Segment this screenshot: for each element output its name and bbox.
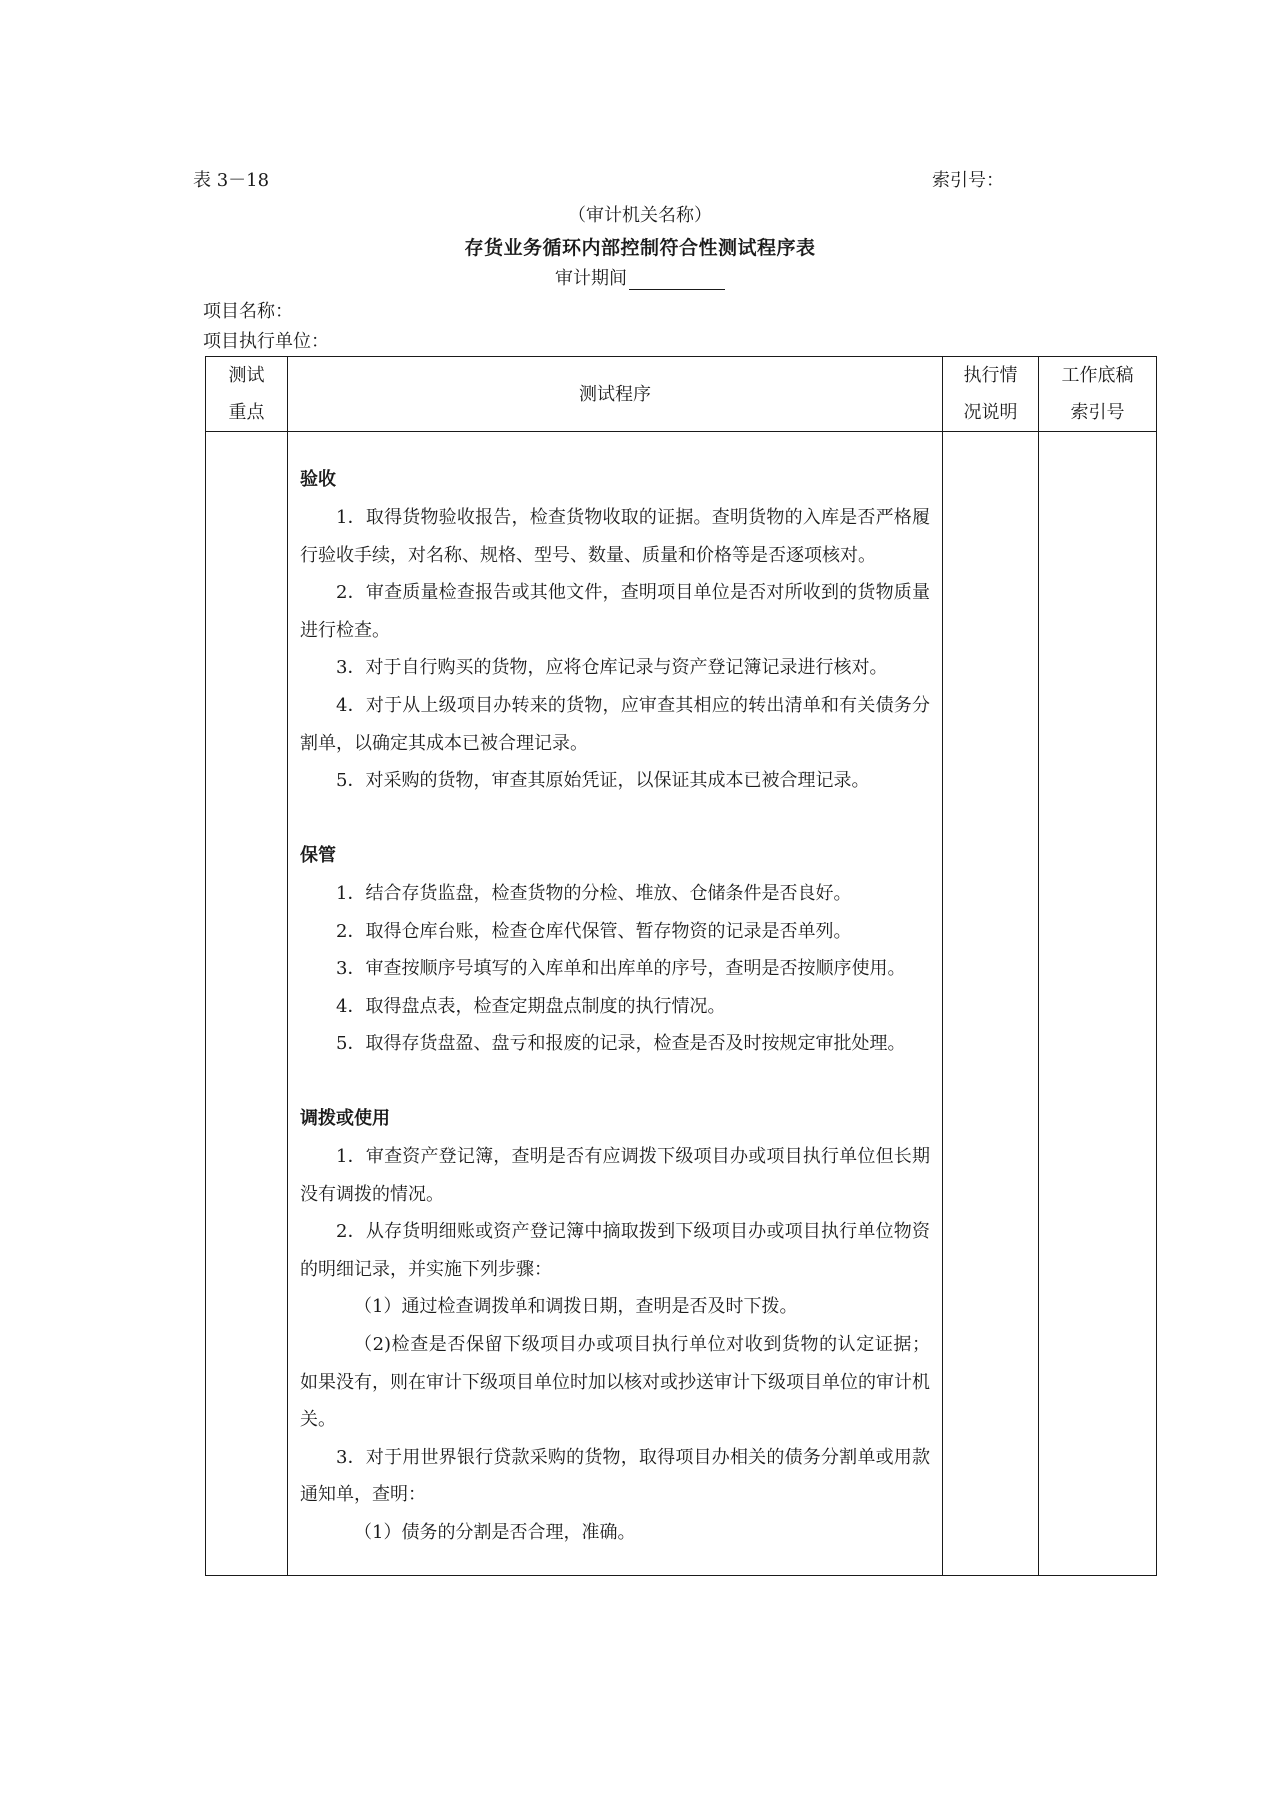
audit-period: [0, 264, 1280, 290]
header-execution-notes: [943, 357, 1039, 432]
procedure-item: 3．审查按顺序号填写的入库单和出库单的序号，查明是否按顺序使用。: [336, 958, 906, 980]
table-body-row: [206, 432, 1157, 1576]
header-workpaper-ref-line1: 工作底稿: [1061, 365, 1134, 386]
header-execution-notes-line2: 况说明: [963, 402, 1018, 423]
section-title-transfer-use: 调拨或使用: [300, 1108, 390, 1130]
procedure-item: 4．对于从上级项目办转来的货物，应审查其相应的转出清单和有关债务分割单，以确定其成本已被合理记录。: [300, 694, 930, 754]
project-unit-label: 项目执行单位：: [203, 331, 329, 352]
procedure-subitem: （1）债务的分割是否合理，准确。: [354, 1522, 636, 1544]
table-header-row: [206, 357, 1157, 432]
project-name-label: 项目名称：: [203, 301, 293, 322]
procedure-item: 5．取得存货盘盈、盘亏和报废的记录，检查是否及时按规定审批处理。: [336, 1033, 906, 1055]
procedure-item: 1．审查资产登记簿，查明是否有应调拨下级项目办或项目执行单位但长期没有调拨的情况。: [300, 1146, 930, 1205]
header-workpaper-ref: [1039, 357, 1157, 432]
procedure-item: 2．取得仓库台账，检查仓库代保管、暂存物资的记录是否单列。: [336, 920, 852, 942]
section-title-acceptance: 验收: [300, 469, 336, 491]
document-title: 存货业务循环内部控制符合性测试程序表: [464, 237, 816, 259]
header-execution-notes-line1: 执行情: [963, 365, 1018, 386]
header-workpaper-ref-line2: 索引号: [1070, 402, 1125, 423]
header-test-focus-line1: 测试: [228, 365, 265, 386]
procedure-item: 2．审查质量检查报告或其他文件，查明项目单位是否对所收到的货物质量进行检查。: [300, 582, 930, 641]
procedure-item: 3．对于自行购买的货物，应将仓库记录与资产登记簿记录进行核对。: [336, 657, 888, 679]
workpaper-ref-cell: [1039, 432, 1157, 1576]
audit-period-label: 审计期间: [555, 268, 627, 289]
procedure-item: 4．取得盘点表，检查定期盘点制度的执行情况。: [336, 995, 726, 1017]
procedure-item: 2．从存货明细账或资产登记簿中摘取拨到下级项目办或项目执行单位物资的明细记录，并实施下列步骤：: [300, 1221, 930, 1280]
test-focus-cell: [206, 432, 288, 1576]
procedure-item: 5．对采购的货物，审查其原始凭证，以保证其成本已被合理记录。: [336, 770, 870, 792]
execution-notes-cell: [943, 432, 1039, 1576]
procedure-item: 1．取得货物验收报告，检查货物收取的证据。查明货物的入库是否严格履行验收手续，对名称、规格、型号、数量、质量和价格等是否逐项核对。: [300, 506, 930, 566]
header-test-procedure: 测试程序: [288, 357, 943, 432]
section-title-custody: 保管: [300, 845, 336, 867]
audit-agency-name: （审计机关名称）: [568, 205, 712, 226]
audit-period-blank-line: [629, 271, 725, 290]
test-procedure-cell: [288, 432, 943, 1576]
test-procedure-table: [205, 356, 1157, 1576]
procedure-item: 3．对于用世界银行贷款采购的货物，取得项目办相关的债务分割单或用款通知单，查明：: [300, 1446, 930, 1506]
procedure-item: 1．结合存货监盘，检查货物的分检、堆放、仓储条件是否良好。: [336, 882, 852, 904]
header-test-focus-line2: 重点: [228, 402, 265, 423]
procedure-subitem: （1）通过检查调拨单和调拨日期，查明是否及时下拨。: [354, 1296, 798, 1318]
procedure-subitem: （2)检查是否保留下级项目办或项目执行单位对收到货物的认定证据；如果没有，则在审计下级项目单位时加以核对或抄送审计下级项目单位的审计机关。: [300, 1334, 930, 1431]
table-number: 表 3－18: [193, 170, 270, 191]
header-test-focus: [206, 357, 288, 432]
index-number-label: 索引号：: [932, 170, 1004, 191]
